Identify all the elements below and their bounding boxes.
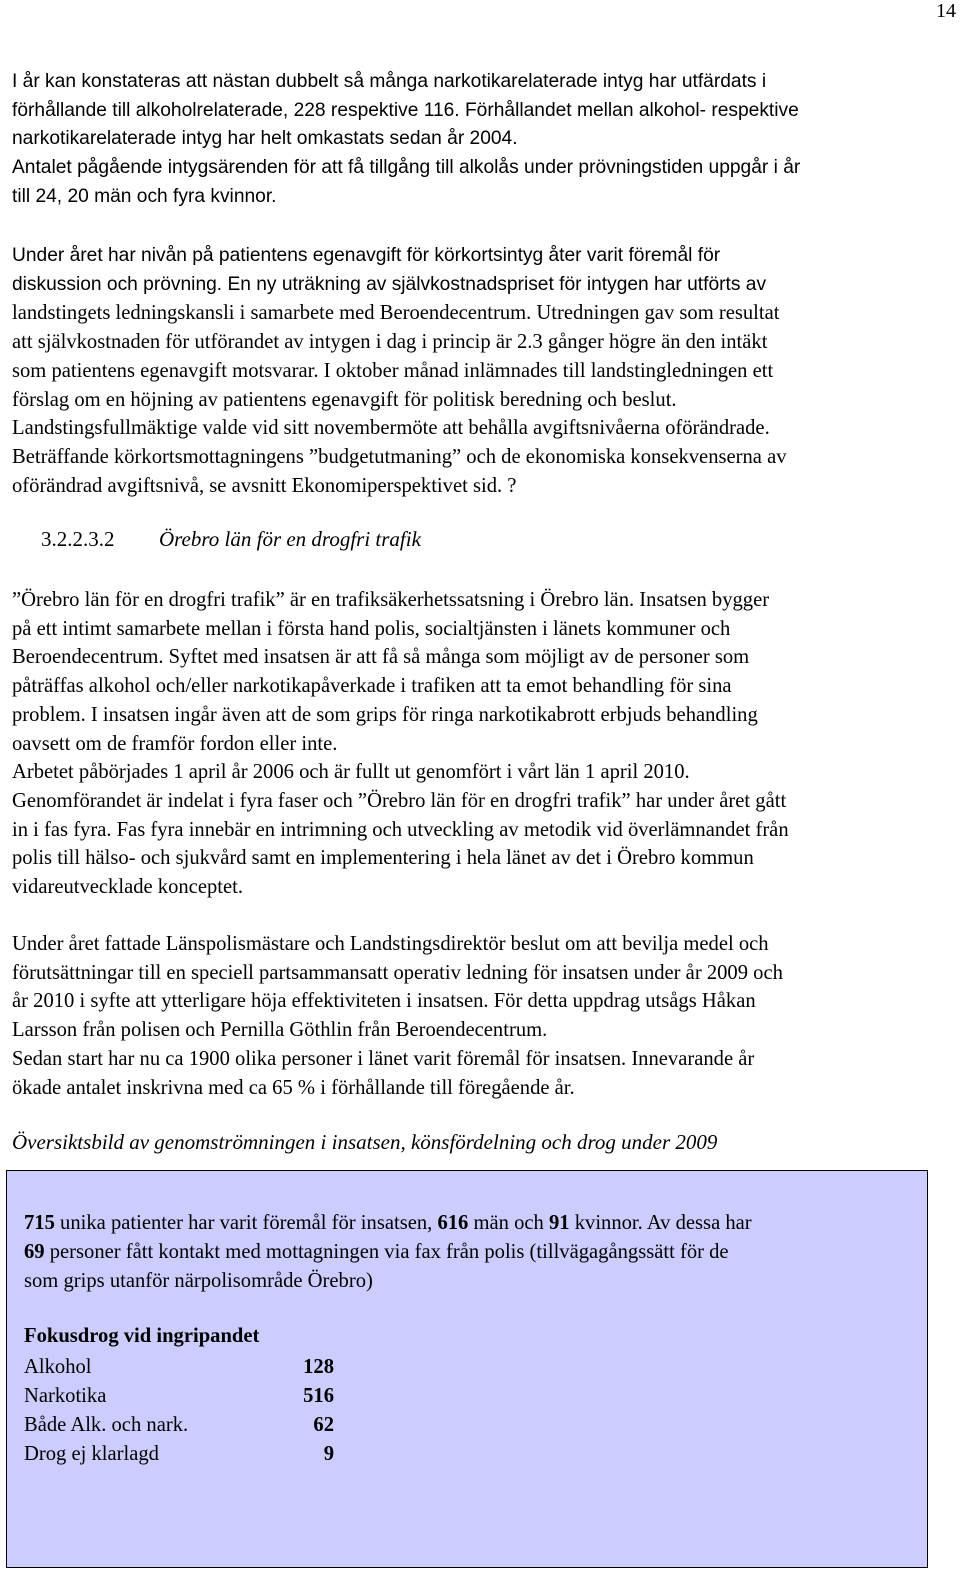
text-line: förutsättningar till en speciell partsammansatt operativ ledning för insatsen under år 2009 och [12,961,783,984]
stat-row [24,1382,334,1411]
stat-label: Både Alk. och nark. [24,1414,189,1436]
stat-value: 128 [303,1356,334,1378]
summary-fragment: män och [468,1212,549,1234]
summary-fragment: kvinnor. Av dessa har [569,1212,752,1234]
stat-label: Drog ej klarlagd [24,1443,159,1465]
stat-label: Narkotika [24,1385,107,1407]
text-line: Under året fattade Länspolismästare och Landstingsdirektör beslut om att bevilja medel och [12,933,769,955]
text-line: som patientens egenavgift motsvarar. I oktober månad inlämnades till landstingledningen ett [12,359,774,382]
page-number: 14 [936,0,956,22]
text-line: narkotikarelaterade intyg har helt omkastats sedan år 2004. [12,128,518,150]
stat-row [24,1411,334,1440]
text-line: år 2010 i syfte att ytterligare höja effektiviteten i insatsen. För detta uppdrag utsågs Håkan [12,990,756,1013]
text-line: Genomförandet är indelat i fyra faser och ”Örebro län för en drogfri trafik” har under året gått [12,789,787,812]
text-line: vidareutvecklade konceptet. [12,876,243,899]
text-line: in i fas fyra. Fas fyra innebär en intrimning och utveckling av metodik vid överlämnandet från [12,818,789,841]
text-line: att självkostnaden för utförandet av intygen i dag i princip är 2.3 gånger högre än den intäkt [12,331,768,354]
text-line: I år kan konstateras att nästan dubbelt så många narkotikarelaterade intyg har utfärdats i [12,71,767,92]
paragraph-ledning [12,930,954,1102]
text-line: diskussion och prövning. En ny uträkning av självkostnadspriset för intygen har utförts av [12,273,767,295]
stat-row [24,1353,334,1382]
men-count: 616 [437,1212,469,1234]
stat-row [24,1440,334,1469]
summary-text [24,1209,924,1296]
summary-box [6,1170,928,1568]
stat-value: 516 [303,1385,334,1407]
section-title: Örebro län för en drogfri trafik [159,527,421,551]
text-line: Under året har nivån på patientens egenavgift för körkortsintyg åter varit föremål för [12,245,721,266]
text-line: på ett intimt samarbete mellan i första hand polis, socialtjänsten i länets kommuner och [12,617,731,640]
text-line: Beträffande körkortsmottagningens ”budgetutmaning” och de ekonomiska konsekvenserna av [12,445,787,468]
text-line: Larsson från polisen och Pernilla Göthlin från Beroendecentrum. [12,1019,548,1042]
figure-caption: Översiktsbild av genomströmningen i insatsen, könsfördelning och drog under 2009 [12,1130,718,1154]
text-line: oavsett om de framför fordon eller inte. [12,732,338,755]
text-line: Arbetet påbörjades 1 april år 2006 och är fullt ut genomfört i vårt län 1 april 2010. [12,761,690,784]
summary-fragment: personer fått kontakt med mottagningen via fax från polis (tillvägagångssätt för de [44,1241,729,1263]
text-line: förslag om en höjning av patientens egenavgift för politisk beredning och beslut. [12,388,677,411]
text-line: ökade antalet inskrivna med ca 65 % i förhållande till föregående år. [12,1076,575,1099]
text-line: landstingets ledningskansli i samarbete med Beroendecentrum. Utredningen gav som resultat [12,302,780,325]
text-line: förhållande till alkoholrelaterade, 228 respektive 116. Förhållandet mellan alkohol- respektive [12,99,799,121]
text-line: påträffas alkohol och/eller narkotikapåverkade i trafiken att ta emot behandling för sina [12,675,732,698]
text-line: problem. I insatsen ingår även att de som grips för ringa narkotikabrott erbjuds behandling [12,703,758,726]
stat-value: 9 [323,1443,334,1465]
paragraph-drogfri-trafik [12,586,954,902]
text-line: ”Örebro län för en drogfri trafik” är en trafiksäkerhetssatsning i Örebro län. Insatsen bygger [12,589,770,611]
fax-count: 69 [24,1241,45,1263]
stat-value: 62 [313,1414,334,1436]
text-line: Antalet pågående intygsärenden för att få tillgång till alkolås under prövningstiden uppgår i år [12,157,801,179]
text-line: Sedan start har nu ca 1900 olika personer i länet varit föremål för insatsen. Innevarande år [12,1047,755,1070]
text-line: polis till hälso- och sjukvård samt en implementering i hela länet av det i Örebro kommun [12,847,754,870]
paragraph-egenavgift [12,242,954,500]
text-line: oförändrad avgiftsnivå, se avsnitt Ekonomiperspektivet sid. ? [12,474,517,497]
stats-table [24,1353,334,1469]
text-line: Beroendecentrum. Syftet med insatsen är att få så många som möjligt av de personer som [12,646,750,669]
section-number: 3.2.2.3.2 [41,527,115,551]
stats-title: Fokusdrog vid ingripandet [24,1325,260,1347]
text-line: Landstingsfullmäktige valde vid sitt novembermöte att behålla avgiftsnivåerna oförändrade. [12,417,770,440]
stat-label: Alkohol [24,1356,92,1378]
women-count: 91 [548,1212,570,1234]
total-count: 715 [24,1212,55,1234]
text-line: till 24, 20 män och fyra kvinnor. [12,185,277,207]
paragraph-intyg [12,68,954,212]
section-heading [41,527,421,552]
summary-fragment: unika patienter har varit föremål för insatsen, [54,1212,438,1234]
summary-fragment: som grips utanför närpolisområde Örebro) [24,1270,373,1292]
